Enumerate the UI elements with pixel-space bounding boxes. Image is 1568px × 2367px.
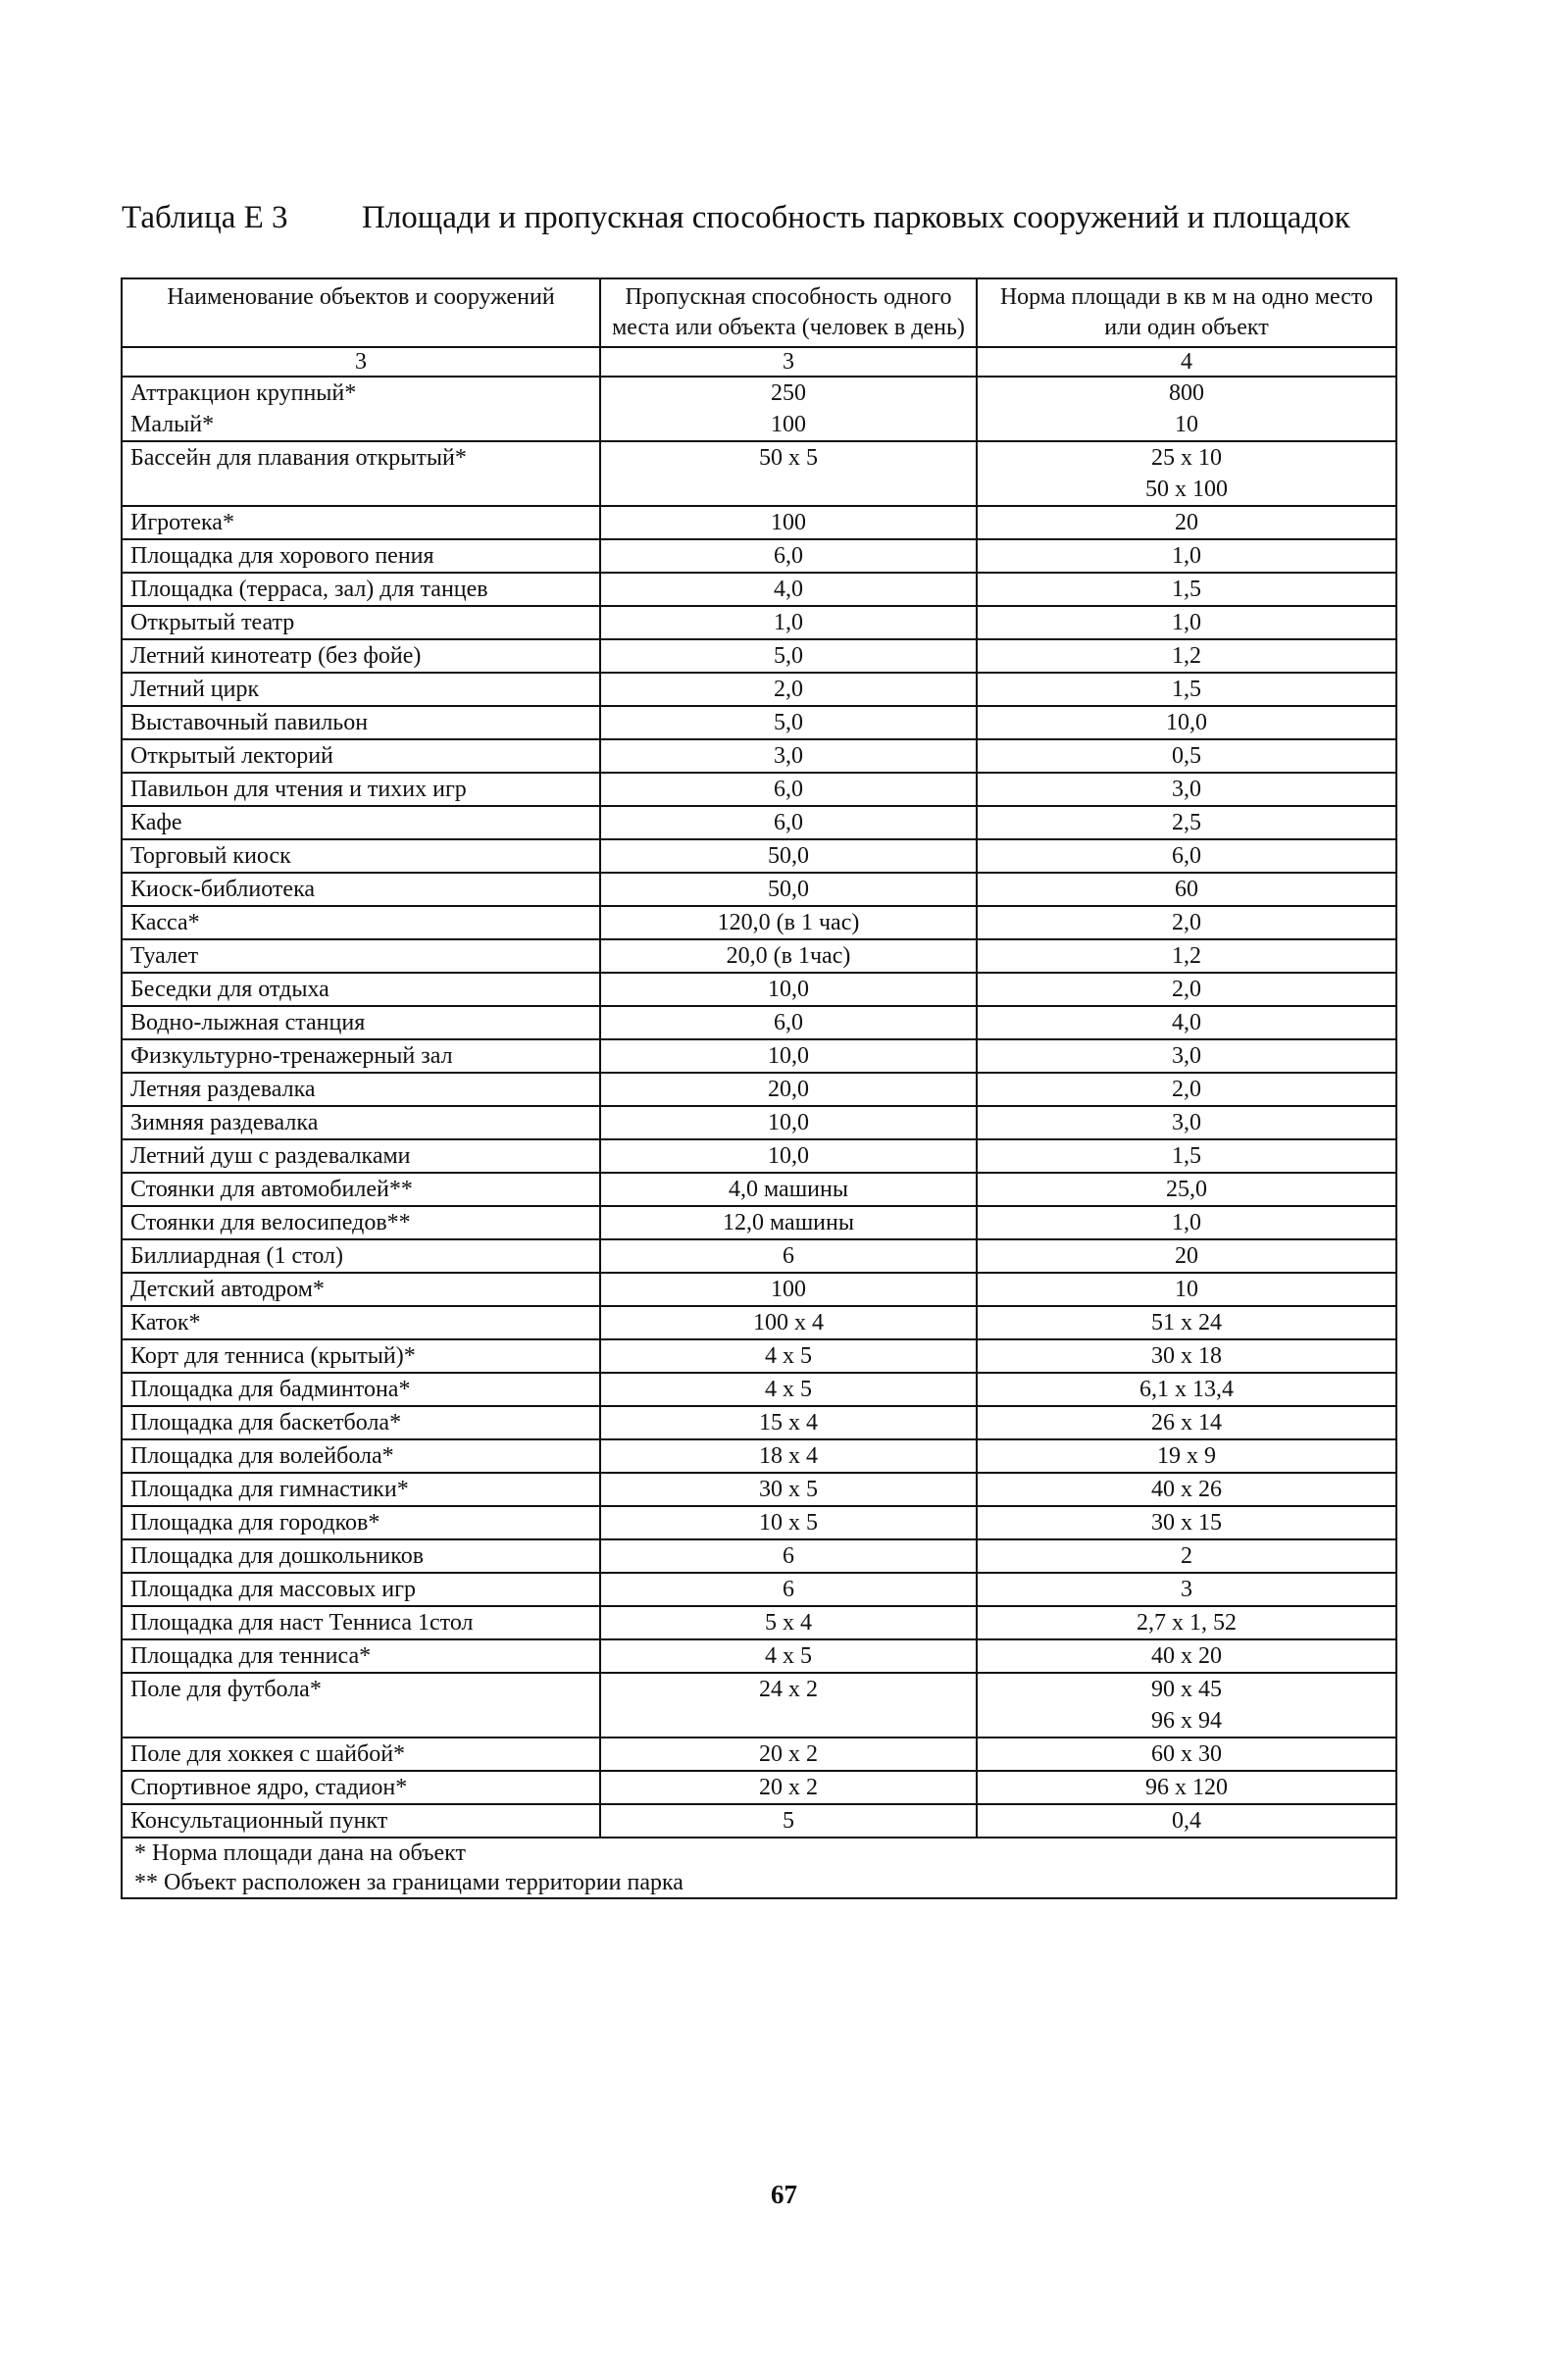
table-row — [122, 1406, 1396, 1439]
cell-name: Площадка для волейбола* — [122, 1439, 600, 1473]
cell-capacity: 18 x 4 — [600, 1439, 977, 1473]
cell-area-norm: 25 x 10 50 x 100 — [977, 441, 1396, 506]
cell-capacity: 10,0 — [600, 1039, 977, 1073]
cell-area-norm: 6,1 x 13,4 — [977, 1373, 1396, 1406]
table-row — [122, 573, 1396, 606]
table-row — [122, 1106, 1396, 1139]
cell-name: Детский автодром* — [122, 1273, 600, 1306]
notes-cell — [122, 1838, 1396, 1898]
cell-area-norm: 3 — [977, 1573, 1396, 1606]
cell-capacity: 10,0 — [600, 973, 977, 1006]
cell-area-norm: 3,0 — [977, 1106, 1396, 1139]
table-row — [122, 1273, 1396, 1306]
table-row — [122, 1073, 1396, 1106]
table-row — [122, 1373, 1396, 1406]
table-caption — [122, 200, 1396, 236]
table-title: Площади и пропускная способность парковых сооружений и площадок — [362, 200, 1350, 235]
cell-area-norm: 40 x 26 — [977, 1473, 1396, 1506]
cell-capacity: 5,0 — [600, 639, 977, 673]
cell-area-norm: 1,5 — [977, 1139, 1396, 1173]
cell-capacity: 6 — [600, 1573, 977, 1606]
cell-name: Площадка для хорового пения — [122, 539, 600, 573]
table-row — [122, 773, 1396, 806]
cell-name: Площадка для тенниса* — [122, 1639, 600, 1673]
cell-capacity: 6,0 — [600, 806, 977, 839]
header-row — [122, 278, 1396, 347]
cell-capacity: 2,0 — [600, 673, 977, 706]
cell-area-norm: 2,0 — [977, 973, 1396, 1006]
header-name: Наименование объектов и сооружений — [122, 278, 600, 347]
cell-capacity: 6,0 — [600, 1006, 977, 1039]
cell-capacity: 10,0 — [600, 1139, 977, 1173]
cell-capacity: 120,0 (в 1 час) — [600, 906, 977, 939]
cell-capacity: 6 — [600, 1239, 977, 1273]
cell-name: Павильон для чтения и тихих игр — [122, 773, 600, 806]
table-row — [122, 839, 1396, 873]
cell-name: Площадка для бадминтона* — [122, 1373, 600, 1406]
cell-name: Площадка для дошкольников — [122, 1539, 600, 1573]
table-row — [122, 673, 1396, 706]
cell-capacity: 6,0 — [600, 773, 977, 806]
table-row — [122, 1173, 1396, 1206]
cell-capacity: 24 x 2 — [600, 1673, 977, 1737]
cell-area-norm: 800 10 — [977, 377, 1396, 441]
cell-name: Консультационный пункт — [122, 1804, 600, 1838]
cell-capacity: 50 x 5 — [600, 441, 977, 506]
table-row — [122, 506, 1396, 539]
cell-name: Каток* — [122, 1306, 600, 1339]
notes-row — [122, 1838, 1396, 1898]
cell-name: Беседки для отдыха — [122, 973, 600, 1006]
cell-name: Площадка для гимнастики* — [122, 1473, 600, 1506]
cell-area-norm: 4,0 — [977, 1006, 1396, 1039]
cell-area-norm: 3,0 — [977, 773, 1396, 806]
cell-name: Летний цирк — [122, 673, 600, 706]
table-row — [122, 1139, 1396, 1173]
table-row — [122, 1039, 1396, 1073]
note: * Норма площади дана на объект — [134, 1840, 467, 1866]
column-number-row — [122, 347, 1396, 377]
table-row — [122, 1737, 1396, 1771]
cell-name: Поле для футбола* — [122, 1673, 600, 1737]
cell-name: Зимняя раздевалка — [122, 1106, 600, 1139]
cell-name: Выставочный павильон — [122, 706, 600, 739]
cell-capacity: 4,0 — [600, 573, 977, 606]
cell-name: Биллиардная (1 стол) — [122, 1239, 600, 1273]
cell-capacity: 4,0 машины — [600, 1173, 977, 1206]
cell-area-norm: 96 x 120 — [977, 1771, 1396, 1804]
table-row — [122, 1473, 1396, 1506]
cell-area-norm: 20 — [977, 506, 1396, 539]
cell-area-norm: 1,0 — [977, 606, 1396, 639]
note: ** Объект расположен за границами территории парка — [134, 1870, 683, 1895]
cell-name: Туалет — [122, 939, 600, 973]
cell-name: Аттракцион крупный* Малый* — [122, 377, 600, 441]
cell-area-norm: 1,5 — [977, 573, 1396, 606]
table-row — [122, 1771, 1396, 1804]
cell-name: Торговый киоск — [122, 839, 600, 873]
table-row — [122, 939, 1396, 973]
cell-capacity: 100 — [600, 506, 977, 539]
cell-capacity: 100 — [600, 1273, 977, 1306]
table-row — [122, 1006, 1396, 1039]
cell-name: Касса* — [122, 906, 600, 939]
cell-capacity: 20 x 2 — [600, 1737, 977, 1771]
cell-capacity: 250 100 — [600, 377, 977, 441]
table-row — [122, 1673, 1396, 1737]
cell-area-norm: 2,5 — [977, 806, 1396, 839]
cell-capacity: 20 x 2 — [600, 1771, 977, 1804]
cell-name: Стоянки для велосипедов** — [122, 1206, 600, 1239]
cell-name: Площадка для массовых игр — [122, 1573, 600, 1606]
cell-area-norm: 2,0 — [977, 906, 1396, 939]
cell-area-norm: 10,0 — [977, 706, 1396, 739]
table-row — [122, 739, 1396, 773]
cell-capacity: 50,0 — [600, 873, 977, 906]
cell-area-norm: 6,0 — [977, 839, 1396, 873]
cell-area-norm: 1,2 — [977, 639, 1396, 673]
cell-capacity: 3,0 — [600, 739, 977, 773]
cell-area-norm: 51 x 24 — [977, 1306, 1396, 1339]
cell-capacity: 5,0 — [600, 706, 977, 739]
cell-name: Поле для хоккея с шайбой* — [122, 1737, 600, 1771]
cell-area-norm: 25,0 — [977, 1173, 1396, 1206]
table-row — [122, 1206, 1396, 1239]
cell-capacity: 5 — [600, 1804, 977, 1838]
table-row — [122, 1239, 1396, 1273]
column-number: 3 — [600, 347, 977, 377]
header-capacity: Пропускная способность одного места или объекта (человек в день) — [600, 278, 977, 347]
cell-capacity: 15 x 4 — [600, 1406, 977, 1439]
cell-name: Кафе — [122, 806, 600, 839]
cell-name: Площадка для баскетбола* — [122, 1406, 600, 1439]
cell-area-norm: 2,0 — [977, 1073, 1396, 1106]
table-row — [122, 1606, 1396, 1639]
cell-capacity: 1,0 — [600, 606, 977, 639]
table-row — [122, 1306, 1396, 1339]
cell-area-norm: 0,5 — [977, 739, 1396, 773]
cell-name: Игротека* — [122, 506, 600, 539]
table-row — [122, 906, 1396, 939]
column-number: 4 — [977, 347, 1396, 377]
cell-capacity: 30 x 5 — [600, 1473, 977, 1506]
cell-name: Площадка (терраса, зал) для танцев — [122, 573, 600, 606]
header-area-norm: Норма площади в кв м на одно место или один объект — [977, 278, 1396, 347]
cell-name: Корт для тенниса (крытый)* — [122, 1339, 600, 1373]
cell-area-norm: 10 — [977, 1273, 1396, 1306]
cell-name: Водно-лыжная станция — [122, 1006, 600, 1039]
cell-capacity: 6,0 — [600, 539, 977, 573]
cell-area-norm: 26 x 14 — [977, 1406, 1396, 1439]
table-row — [122, 1339, 1396, 1373]
cell-area-norm: 2 — [977, 1539, 1396, 1573]
table-row — [122, 441, 1396, 506]
cell-area-norm: 1,2 — [977, 939, 1396, 973]
cell-capacity: 100 x 4 — [600, 1306, 977, 1339]
cell-area-norm: 1,0 — [977, 539, 1396, 573]
table-row — [122, 606, 1396, 639]
cell-name: Спортивное ядро, стадион* — [122, 1771, 600, 1804]
table-row — [122, 639, 1396, 673]
cell-area-norm: 0,4 — [977, 1804, 1396, 1838]
cell-capacity: 50,0 — [600, 839, 977, 873]
cell-name: Летняя раздевалка — [122, 1073, 600, 1106]
table-row — [122, 377, 1396, 441]
cell-capacity: 10,0 — [600, 1106, 977, 1139]
cell-area-norm: 30 x 15 — [977, 1506, 1396, 1539]
cell-name: Открытый лекторий — [122, 739, 600, 773]
cell-area-norm: 3,0 — [977, 1039, 1396, 1073]
cell-area-norm: 60 — [977, 873, 1396, 906]
table-row — [122, 806, 1396, 839]
table-row — [122, 1506, 1396, 1539]
page-number: 67 — [771, 2180, 797, 2209]
cell-area-norm: 90 x 45 96 x 94 — [977, 1673, 1396, 1737]
cell-capacity: 6 — [600, 1539, 977, 1573]
table-row — [122, 1804, 1396, 1838]
cell-name: Бассейн для плавания открытый* — [122, 441, 600, 506]
table-row — [122, 973, 1396, 1006]
table-row — [122, 1639, 1396, 1673]
cell-area-norm: 1,5 — [977, 673, 1396, 706]
column-number: 3 — [122, 347, 600, 377]
table-row — [122, 873, 1396, 906]
cell-name: Открытый театр — [122, 606, 600, 639]
cell-area-norm: 19 x 9 — [977, 1439, 1396, 1473]
data-table — [121, 277, 1397, 1899]
cell-area-norm: 40 x 20 — [977, 1639, 1396, 1673]
table-row — [122, 539, 1396, 573]
cell-capacity: 12,0 машины — [600, 1206, 977, 1239]
cell-name: Площадка для наст Тенниса 1стол — [122, 1606, 600, 1639]
cell-name: Физкультурно-тренажерный зал — [122, 1039, 600, 1073]
cell-area-norm: 1,0 — [977, 1206, 1396, 1239]
cell-name: Киоск-библиотека — [122, 873, 600, 906]
cell-area-norm: 30 x 18 — [977, 1339, 1396, 1373]
cell-area-norm: 20 — [977, 1239, 1396, 1273]
cell-capacity: 4 x 5 — [600, 1373, 977, 1406]
cell-capacity: 20,0 (в 1час) — [600, 939, 977, 973]
cell-capacity: 5 x 4 — [600, 1606, 977, 1639]
cell-name: Площадка для городков* — [122, 1506, 600, 1539]
table-number: Таблица Е 3 — [122, 200, 288, 235]
cell-capacity: 10 x 5 — [600, 1506, 977, 1539]
cell-name: Летний душ с раздевалками — [122, 1139, 600, 1173]
cell-name: Летний кинотеатр (без фойе) — [122, 639, 600, 673]
table-row — [122, 706, 1396, 739]
table-row — [122, 1539, 1396, 1573]
cell-capacity: 20,0 — [600, 1073, 977, 1106]
cell-name: Стоянки для автомобилей** — [122, 1173, 600, 1206]
cell-area-norm: 60 x 30 — [977, 1737, 1396, 1771]
table-row — [122, 1439, 1396, 1473]
cell-capacity: 4 x 5 — [600, 1639, 977, 1673]
cell-area-norm: 2,7 x 1, 52 — [977, 1606, 1396, 1639]
table-row — [122, 1573, 1396, 1606]
cell-capacity: 4 x 5 — [600, 1339, 977, 1373]
